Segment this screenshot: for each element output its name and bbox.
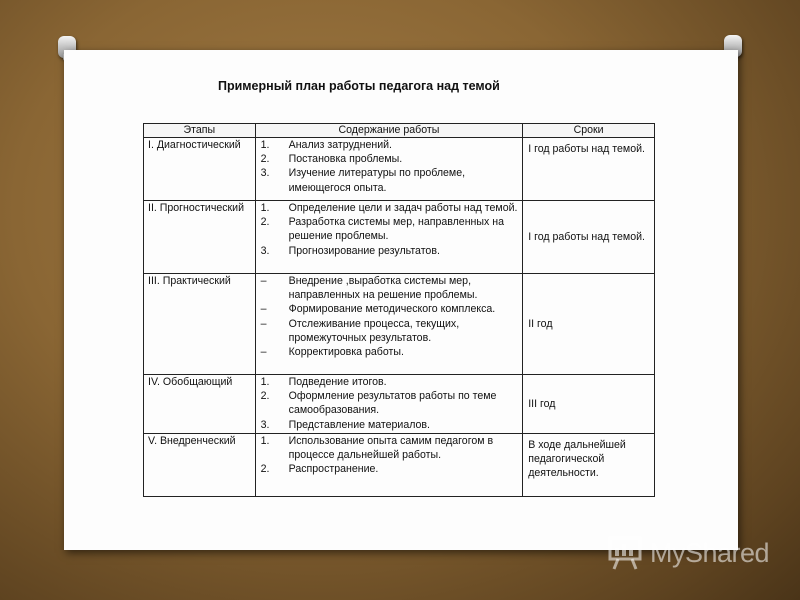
stage-cell: V. Внедренческий (144, 434, 256, 497)
list-item-text: Подведение итогов. (288, 376, 387, 388)
list-item-text: Анализ затруднений. (288, 139, 392, 151)
page-title: Примерный план работы педагога над темой (218, 79, 500, 93)
header-terms: Сроки (523, 124, 655, 138)
list-item (260, 375, 519, 389)
list-marker: 3. (260, 167, 270, 180)
list-marker: – (260, 346, 267, 359)
stage-cell: II. Прогностический (144, 201, 256, 274)
list-item (260, 215, 519, 243)
table-header-row (144, 124, 655, 138)
list-marker: 2. (260, 390, 270, 403)
list-item-text: Отслеживание процесса, текущих, промежуточных результатов. (288, 317, 460, 344)
content-cell (255, 201, 523, 274)
list-item-text: Оформление результатов работы по теме самообразования. (288, 390, 497, 417)
content-cell (255, 274, 523, 375)
list-item-text: Использование опыта самим педагогом в процессе дальнейшей работы. (288, 435, 494, 462)
list-marker: 2. (260, 216, 270, 229)
list-marker: 1. (260, 435, 270, 447)
list-marker: 3. (260, 418, 270, 431)
list-item (260, 166, 519, 194)
plan-table (143, 123, 655, 497)
list-item (260, 317, 519, 345)
presentation-board-icon (606, 535, 644, 571)
list-item-text: Прогнозирование результатов. (288, 244, 440, 257)
term-cell: В ходе дальнейшей педагогической деятельности. (523, 434, 655, 497)
list-marker: 1. (260, 202, 270, 214)
term-cell: III год (523, 375, 655, 434)
list-item (260, 345, 519, 359)
table-row (144, 201, 655, 274)
list-item-text: Внедрение ,выработка системы мер, направленных на решение проблемы. (288, 275, 478, 302)
table-row (144, 138, 655, 201)
header-stages: Этапы (144, 124, 256, 138)
watermark-text: MyShared (650, 537, 770, 568)
list-marker: – (260, 303, 267, 316)
content-cell (255, 434, 523, 497)
list-item (260, 389, 519, 417)
term-cell: I год работы над темой. (523, 201, 655, 274)
list-item-text: Корректировка работы. (288, 346, 404, 359)
list-marker: – (260, 275, 267, 287)
table-row (144, 375, 655, 434)
list-item-text: Постановка проблемы. (288, 153, 403, 166)
list-marker: 2. (260, 463, 270, 476)
table-row (144, 274, 655, 375)
list-item (260, 201, 519, 215)
list-item (260, 244, 519, 258)
stage-cell: III. Практический (144, 274, 256, 375)
list-item (260, 418, 519, 432)
list-item-text: Определение цели и задач работы над темой. (288, 202, 518, 214)
list-marker: 3. (260, 244, 270, 257)
myshared-watermark (606, 535, 769, 571)
term-cell: II год (523, 274, 655, 375)
list-item-text: Разработка системы мер, направленных на решение проблемы. (288, 216, 504, 243)
list-item (260, 434, 519, 462)
table-row (144, 434, 655, 497)
list-item (260, 138, 519, 152)
content-cell (255, 375, 523, 434)
content-cell (255, 138, 523, 201)
list-item (260, 274, 519, 302)
header-content: Содержание работы (255, 124, 523, 138)
stage-cell: I. Диагностический (144, 138, 256, 201)
stage-cell: IV. Обобщающий (144, 375, 256, 434)
list-item (260, 152, 519, 166)
list-item (260, 302, 519, 316)
list-marker: – (260, 317, 267, 330)
list-marker: 1. (260, 376, 270, 388)
list-item-text: Представление материалов. (288, 418, 431, 431)
list-marker: 2. (260, 153, 270, 166)
list-item-text: Распространение. (288, 463, 379, 476)
list-marker: 1. (260, 139, 270, 151)
list-item-text: Формирование методического комплекса. (288, 303, 496, 316)
list-item-text: Изучение литературы по проблеме, имеющегося опыта. (288, 167, 466, 194)
list-item (260, 462, 519, 476)
term-cell: I год работы над темой. (523, 138, 655, 201)
